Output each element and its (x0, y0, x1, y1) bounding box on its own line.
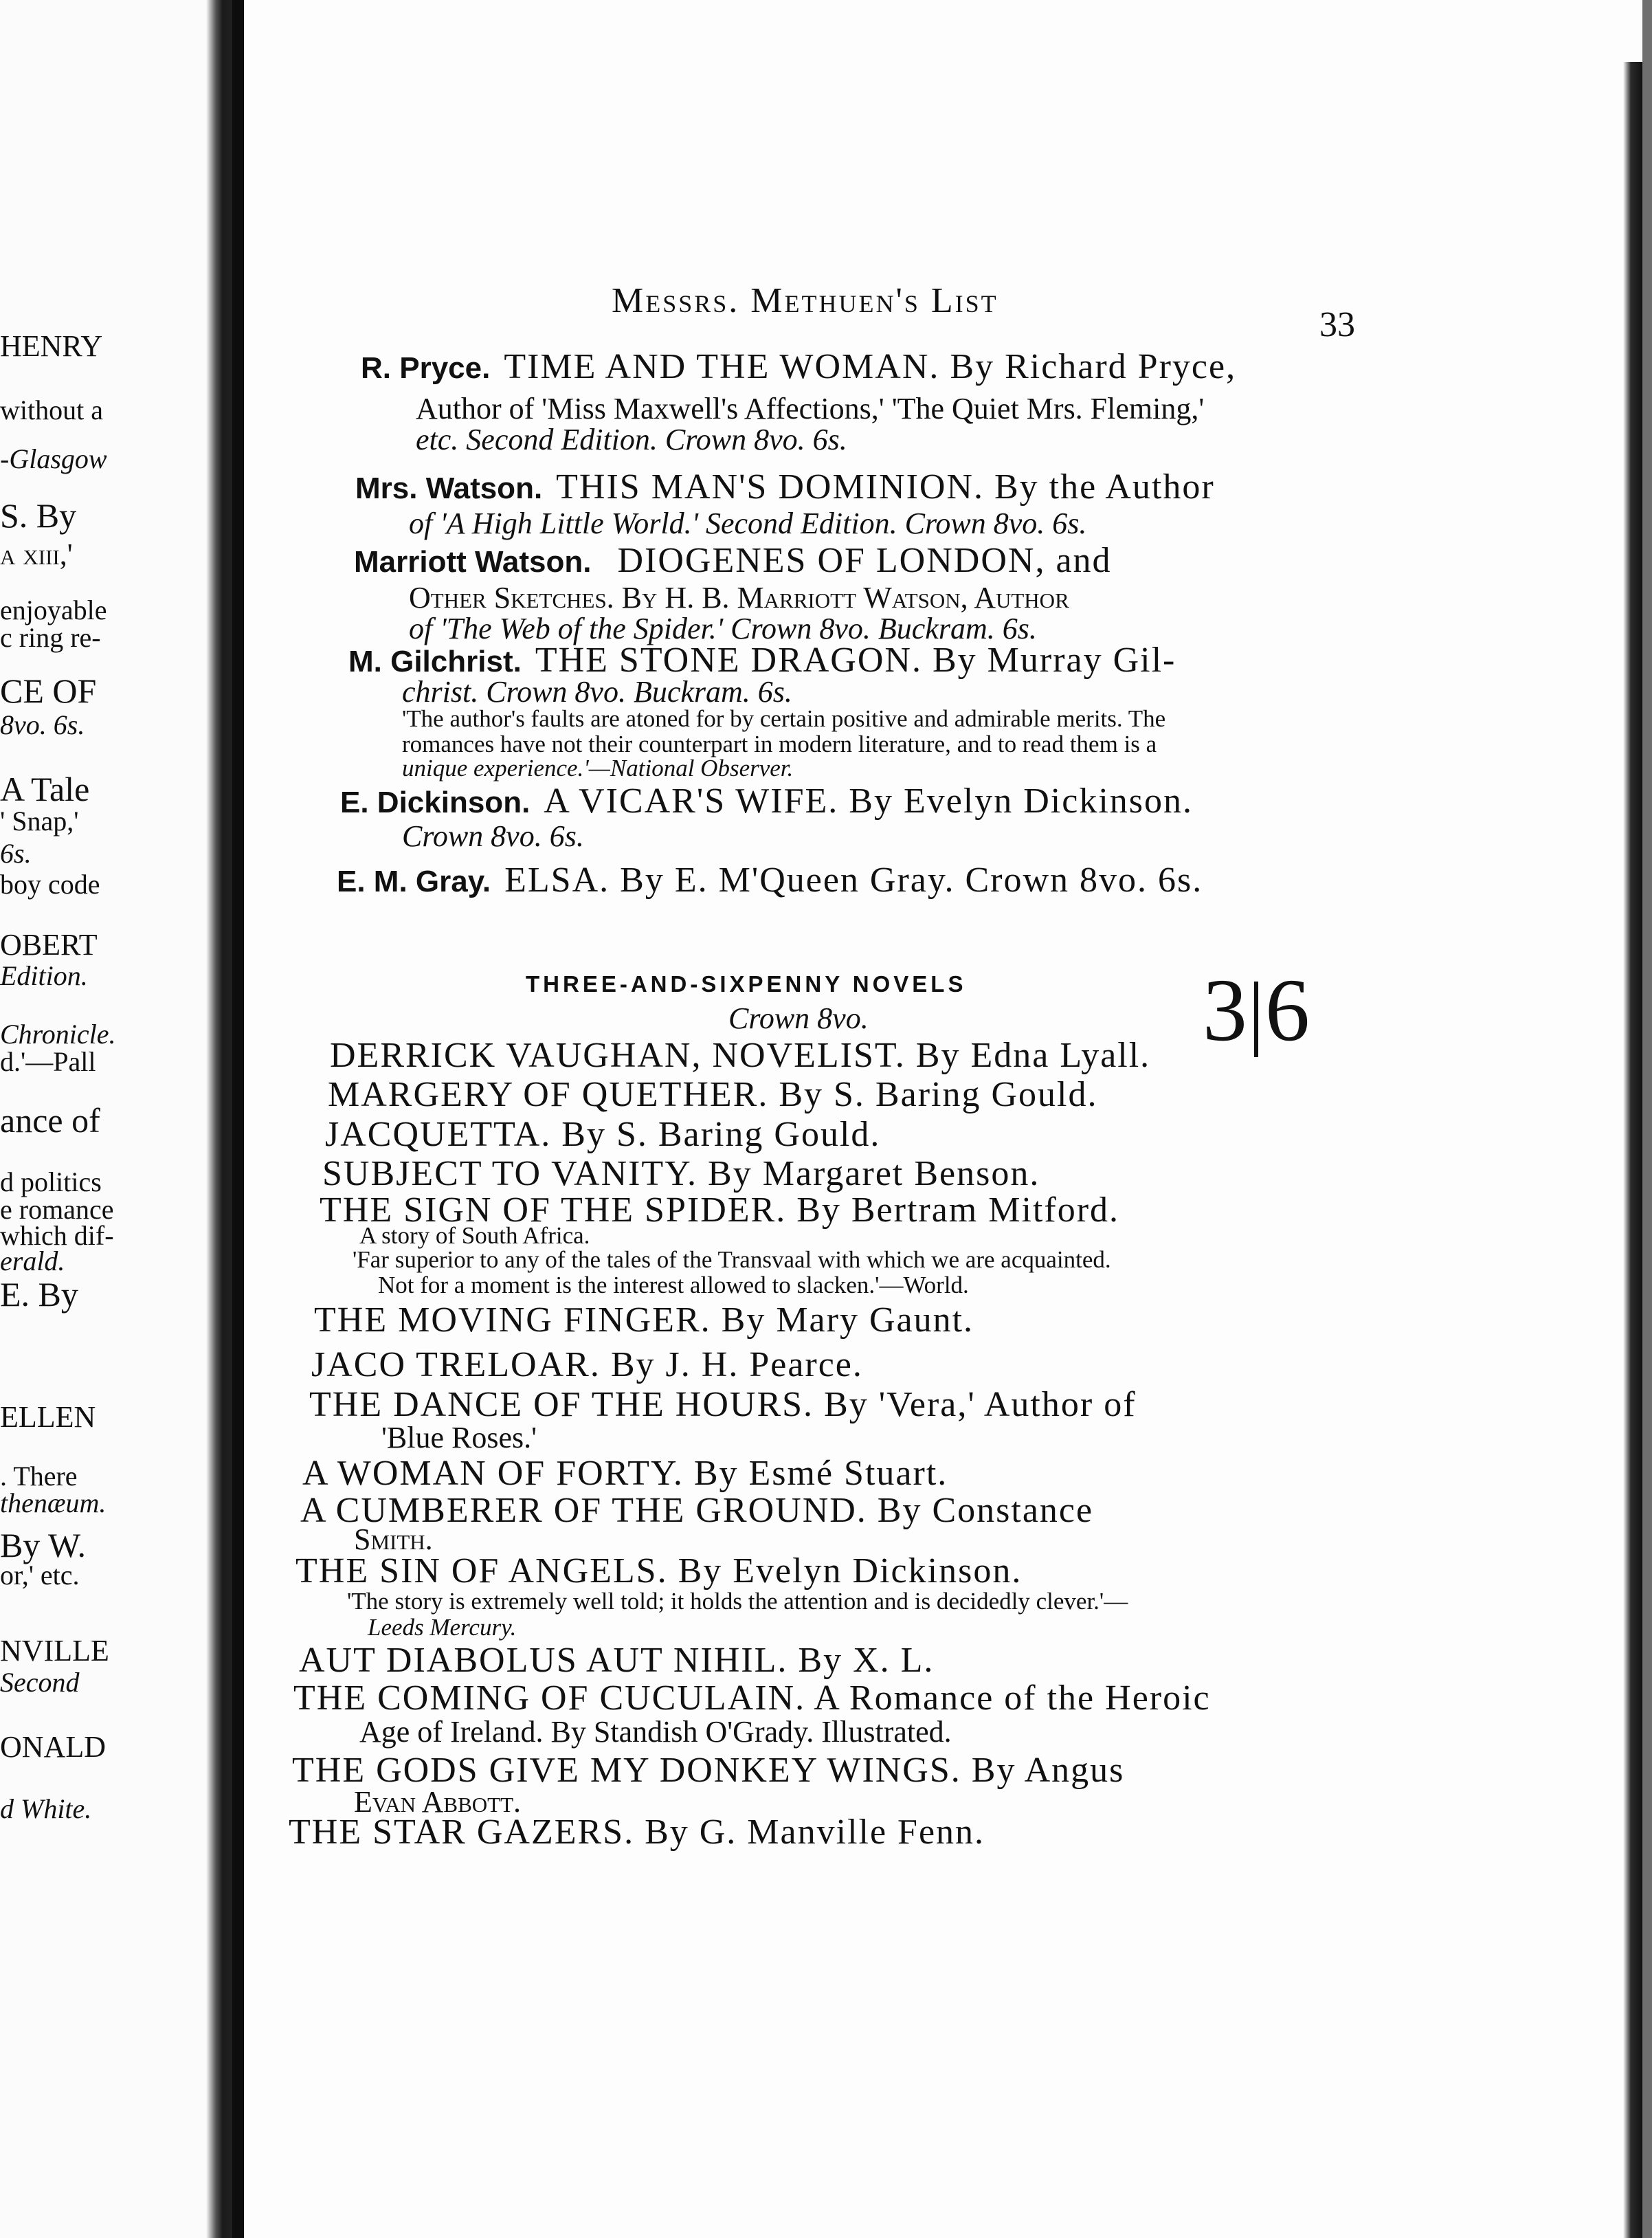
entry-detail: christ. Crown 8vo. Buckram. 6s. (402, 675, 792, 709)
novel-note: A story of South Africa. (359, 1222, 590, 1249)
running-header: Messrs. Methuen's List (612, 281, 998, 320)
review-quote: romances have not their counterpart in modern literature, and to read them is a (402, 731, 1157, 757)
left-line: 8vo. 6s. (0, 709, 85, 740)
left-line: Edition. (0, 960, 88, 991)
left-line: ONALD (0, 1730, 106, 1764)
entry-title: THE STONE DRAGON. By Murray Gil- (535, 641, 1176, 680)
entry-title: A VICAR'S WIFE. By Evelyn Dickinson. (544, 782, 1193, 821)
left-line: CE OF (0, 672, 97, 710)
left-line: . There (0, 1461, 78, 1492)
book-entry (354, 543, 1112, 579)
novel-entry: MARGERY OF QUETHER. By S. Baring Gould. (328, 1075, 1098, 1114)
novel-entry: THE GODS GIVE MY DONKEY WINGS. By Angus (292, 1751, 1125, 1790)
left-line: a xiii,' (0, 538, 73, 571)
novel-entry: THE DANCE OF THE HOURS. By 'Vera,' Author of (309, 1385, 1137, 1424)
entry-detail: of 'A High Little World.' Second Edition. Crown 8vo. 6s. (409, 507, 1087, 540)
book-page (244, 0, 1642, 2238)
novel-entry: THE STAR GAZERS. By G. Manville Fenn. (289, 1813, 985, 1852)
entry-detail: Other Sketches. By H. B. Marriott Watson, Author (409, 581, 1069, 614)
novel-detail: Smith. (354, 1522, 433, 1556)
book-entry (361, 349, 1236, 385)
left-line: d politics (0, 1166, 102, 1197)
novel-entry: A CUMBERER OF THE GROUND. By Constance (300, 1491, 1094, 1530)
left-line: E. By (0, 1275, 78, 1314)
novel-entry: AUT DIABOLUS AUT NIHIL. By X. L. (299, 1641, 935, 1680)
novel-entry: DERRICK VAUGHAN, NOVELIST. By Edna Lyall. (330, 1036, 1151, 1075)
left-line: d White. (0, 1793, 92, 1824)
entry-detail: etc. Second Edition. Crown 8vo. 6s. (416, 423, 847, 456)
price-shillings: 3 (1203, 961, 1247, 1060)
left-line: ' Snap,' (0, 806, 79, 837)
price-pence: 6 (1265, 961, 1310, 1060)
book-entry (348, 643, 1176, 678)
left-line: -Glasgow (0, 443, 107, 474)
novel-entry: THE COMING OF CUCULAIN. A Romance of the Heroic (293, 1678, 1211, 1718)
left-line: thenæum. (0, 1487, 107, 1518)
novel-entry: THE MOVING FINGER. By Mary Gaunt. (314, 1300, 974, 1340)
left-line: boy code (0, 869, 100, 900)
novel-detail: Evan Abbott. (354, 1785, 522, 1819)
entry-title: DIOGENES OF LONDON, and (617, 541, 1112, 580)
left-line: 6s. (0, 838, 32, 869)
novel-entry: SUBJECT TO VANITY. By Margaret Benson. (322, 1154, 1040, 1193)
review-quote: 'The author's faults are atoned for by certain positive and admirable merits. The (402, 705, 1166, 732)
novel-entry: THE SIGN OF THE SPIDER. By Bertram Mitford. (320, 1190, 1120, 1230)
review-quote: Not for a moment is the interest allowed to slacken.'—World. (378, 1272, 969, 1298)
novel-detail: 'Blue Roses.' (381, 1421, 537, 1454)
entry-author: R. Pryce. (361, 351, 491, 385)
left-line: ELLEN (0, 1400, 96, 1434)
book-entry (337, 863, 1203, 898)
page-number: 33 (1319, 305, 1355, 344)
price-divider (1254, 982, 1258, 1057)
left-line: NVILLE (0, 1634, 109, 1668)
novel-entry: A WOMAN OF FORTY. By Esmé Stuart. (302, 1454, 948, 1493)
novel-detail: Age of Ireland. By Standish O'Grady. Illustrated. (359, 1715, 952, 1749)
left-line: erald. (0, 1245, 65, 1276)
entry-title: ELSA. By E. M'Queen Gray. Crown 8vo. 6s. (504, 861, 1203, 900)
entry-author: Marriott Watson. (354, 545, 592, 579)
left-line: A Tale (0, 770, 90, 808)
left-line: HENRY (0, 329, 103, 363)
entry-detail: Author of 'Miss Maxwell's Affections,' 'The Quiet Mrs. Fleming,' (416, 392, 1205, 425)
left-line: ance of (0, 1101, 100, 1140)
left-line: By W. (0, 1526, 87, 1564)
entry-author: E. M. Gray. (337, 865, 491, 898)
left-line: S. By (0, 496, 77, 535)
review-quote: 'The story is extremely well told; it holds the attention and is decidedly clever.'— (347, 1588, 1128, 1615)
entry-title: TIME AND THE WOMAN. By Richard Pryce, (504, 347, 1237, 386)
entry-title: THIS MAN'S DOMINION. By the Author (556, 467, 1215, 507)
novel-entry: JACO TRELOAR. By J. H. Pearce. (311, 1345, 863, 1384)
left-line: enjoyable (0, 595, 107, 625)
section-subheading: Crown 8vo. (728, 1001, 869, 1035)
novel-entry: JACQUETTA. By S. Baring Gould. (325, 1115, 881, 1154)
entry-author: Mrs. Watson. (355, 472, 543, 505)
entry-author: M. Gilchrist. (348, 645, 522, 678)
left-page-fragment (0, 0, 231, 2238)
section-heading: THREE-AND-SIXPENNY NOVELS (526, 971, 967, 997)
entry-detail: of 'The Web of the Spider.' Crown 8vo. Buckram. 6s. (409, 612, 1037, 645)
left-line: or,' etc. (0, 1560, 80, 1591)
left-line: Second (0, 1667, 80, 1698)
entry-author: E. Dickinson. (340, 786, 531, 819)
left-line: which dif- (0, 1220, 114, 1251)
review-quote: unique experience.'—National Observer. (402, 755, 794, 782)
left-line: without a (0, 395, 103, 425)
left-line: OBERT (0, 928, 98, 962)
book-entry (340, 784, 1193, 819)
left-line: Chronicle. (0, 1019, 116, 1050)
book-entry (355, 469, 1215, 505)
price-mark (1203, 959, 1310, 1062)
review-quote: Leeds Mercury. (368, 1614, 517, 1641)
left-line: d.'—Pall (0, 1046, 96, 1077)
entry-detail: Crown 8vo. 6s. (402, 819, 584, 853)
left-line: c ring re- (0, 622, 101, 653)
spine-shadow (206, 0, 234, 2238)
review-quote: 'Far superior to any of the tales of the Transvaal with which we are acquainted. (353, 1246, 1111, 1273)
left-line: e romance (0, 1194, 114, 1225)
novel-entry: THE SIN OF ANGELS. By Evelyn Dickinson. (295, 1551, 1023, 1591)
